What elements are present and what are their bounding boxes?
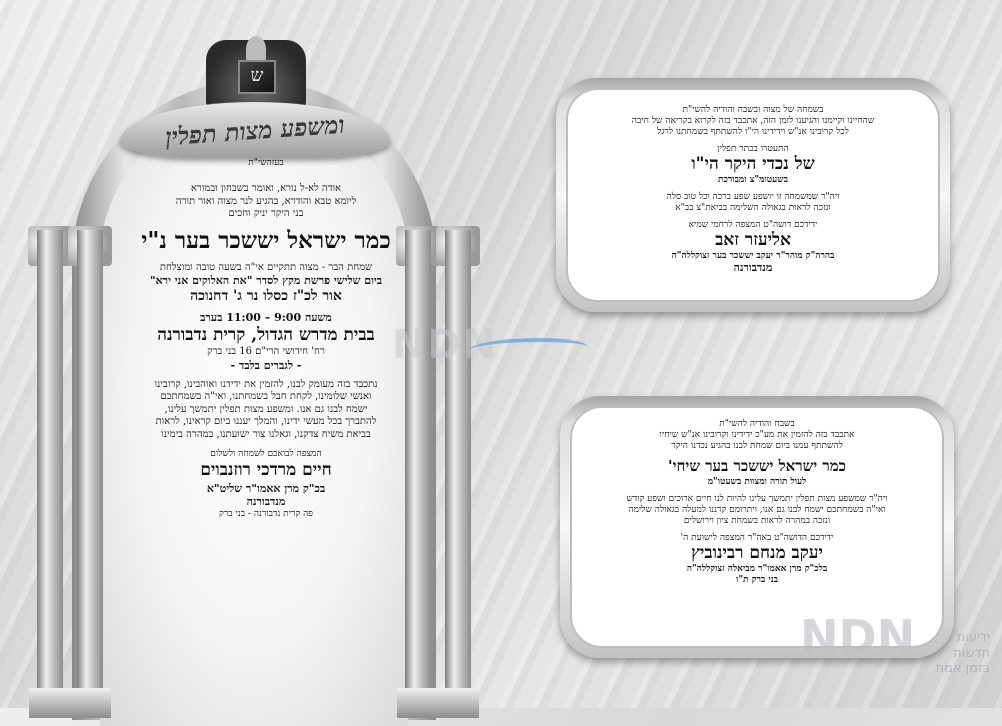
watermark-logo: NDN bbox=[392, 322, 499, 368]
card-line: להשתתף עמנו ביום שמחת לבנו בהגיע נכדנו היקר bbox=[671, 441, 843, 451]
card-line: ואי"ה בשמחתכם ישמח לבנו גם אנו, ויתרומם קרננו למעלה בגאולה שלימה bbox=[628, 505, 886, 515]
column-left-inner bbox=[77, 230, 103, 700]
card-line: לכל קרובינו אנ"ש וידידינו הי"ו להשתתף בשמחתנו לרגל bbox=[657, 127, 849, 137]
tefillin-icon: ש bbox=[238, 60, 276, 94]
card-signer-name: יעקב מנחם רבינוביץ bbox=[691, 543, 823, 563]
card-line: בשעטומ"צ ומבורכת bbox=[717, 175, 788, 185]
watermark-tagline-line: חדשות bbox=[953, 645, 990, 661]
body-line: ישמח לבנו גם אנו. ומשפע מצות תפלין יתמשך עלינו, bbox=[164, 403, 368, 415]
watermark-tagline-line: בזמן אמת bbox=[935, 661, 990, 677]
card-line: ונזכה במהרה לראות בשמחת ציון וירושלים bbox=[683, 516, 831, 526]
card-line: בשבח והודיה להשי"ת bbox=[719, 419, 795, 429]
card-line: התעטרו בכתר תפלין bbox=[717, 144, 789, 154]
body-line: להתברך בכל מעשי ידינו, והמלך יעננו ביום קראינו, לראות bbox=[155, 416, 377, 427]
intro-line: ליומא טבא והודרא, בהגיע לנר מצוה ואור תורה bbox=[175, 195, 357, 207]
signoff-line: המצפה לבואכם לשמחה ולשלום bbox=[210, 449, 322, 459]
event-day: ביום שלישי פרשת מקץ לסדר "את האלוקים אני ירא" bbox=[149, 274, 383, 287]
body-line: בביאת משיח צדקנו, וגאלנו צור ישועתנו, במהרה בימינו bbox=[161, 428, 371, 440]
card-line: ידידכם הדושה"ט באה"ר המצפה לישועת ה' bbox=[680, 533, 834, 543]
column-base bbox=[437, 688, 479, 718]
watermark-tagline bbox=[890, 630, 990, 677]
card-line: שהחיינו וקיימנו והגיענו לזמן הזה, אתכבד בזה לקרוא בקריאה של חיבה bbox=[631, 116, 875, 126]
card-line: לעול תורה ומצוות בשעטו"מ bbox=[707, 477, 807, 487]
bar-mitzvah-name: כמר ישראל יששכר בער נ"י bbox=[141, 226, 391, 254]
card-line: ונזכה לראות בגאולה השלימה בביאת"צ בב"א bbox=[675, 203, 831, 213]
column-right-outer bbox=[445, 230, 471, 700]
main-invitation bbox=[110, 158, 422, 520]
intro-line: אודה לא-ל נורא, ואומר בשבחון ובמורא bbox=[190, 183, 342, 195]
event-line: שמחת הבר - מצוה תתקיים אי"ה בשעה טובה ומוצלחת bbox=[159, 261, 373, 273]
host-place: מנדבורנה bbox=[246, 495, 286, 509]
event-date: אור לכ"ז כסלו נר ג' דחנוכה bbox=[190, 287, 342, 304]
card-headline: של נכדי היקר הי"ו bbox=[691, 154, 815, 174]
men-only: - לגברים בלבד - bbox=[230, 358, 302, 372]
watermark-tagline-line: ידיעות bbox=[956, 630, 990, 645]
card-signer-place: בני ברק ת"ו bbox=[736, 575, 778, 585]
column-left-outer bbox=[37, 230, 63, 700]
card-line: בשמחה של מצוה ובשבח והודיה להשי"ת bbox=[682, 105, 824, 115]
card-signer-title: בהרה"ק מוהר"ר יעקב יששכר בער זצוקללה"ה bbox=[671, 251, 835, 261]
event-address: רח' חידושי הרי"ם 16 בני ברק bbox=[207, 346, 325, 358]
card-content bbox=[556, 104, 950, 274]
host-address: פה קרית נדבורנה - בני ברק bbox=[219, 509, 313, 519]
banner-title: ומשפע מצות תפלין bbox=[164, 109, 346, 152]
card-line: ידידכם דושה"ט המצפה לרחמי שמיא bbox=[688, 220, 818, 230]
event-venue: בבית מדרש הגדול, קרית נדבורנה bbox=[157, 325, 375, 345]
bsd-line: בעזהשי"ת bbox=[248, 158, 284, 168]
body-line: נתכבד בזה מעומק לבנו, להזמין את ידידנו ואוהבינו, קרובינו bbox=[154, 378, 378, 390]
card-line: ויה"ר שמשמחה זו יושפע שפע ברכה וכל טוב סלה bbox=[666, 192, 840, 202]
host-title: בכ"ק מרן אאמו"ר שליט"א bbox=[206, 481, 326, 495]
watermark-logo-corner: NDN bbox=[800, 610, 916, 664]
grandfather-card bbox=[556, 78, 950, 312]
card-line: ויה"ר שמשפע מצות תפלין יתמשך עלינו להיות לנו חיים ארוכים ושפע קודש bbox=[626, 494, 888, 504]
card-content bbox=[560, 418, 954, 585]
column-base bbox=[29, 688, 71, 718]
card-line: אתכבד בזה להזמין את מע"כ ידידינו וקרובינו אנ"ש שיחיו bbox=[659, 430, 855, 440]
column-base bbox=[69, 688, 111, 718]
host-name: חיים מרדכי רוזנבוים bbox=[200, 460, 332, 481]
card-signer-title: בלכ"ק מרן אאמו"ר מביאלה זצוקללה"ה bbox=[686, 564, 828, 574]
card-signer-place: מנדבורנה bbox=[733, 261, 773, 274]
card-signer-name: אליעזר זאב bbox=[715, 230, 791, 250]
event-time: משעה 9:00 – 11:00 בערב bbox=[200, 311, 332, 325]
column-base bbox=[397, 688, 439, 718]
body-line: ואנשי שלומינו, לקחת חבל בשמחתנו, ואי"ה בשמחתכם bbox=[160, 391, 372, 402]
watermark-swoosh bbox=[468, 338, 588, 360]
card-headline: כמר ישראל יששכר בער שיחי' bbox=[668, 457, 846, 475]
intro-line: בני היקר יניק וחכים bbox=[228, 208, 304, 220]
